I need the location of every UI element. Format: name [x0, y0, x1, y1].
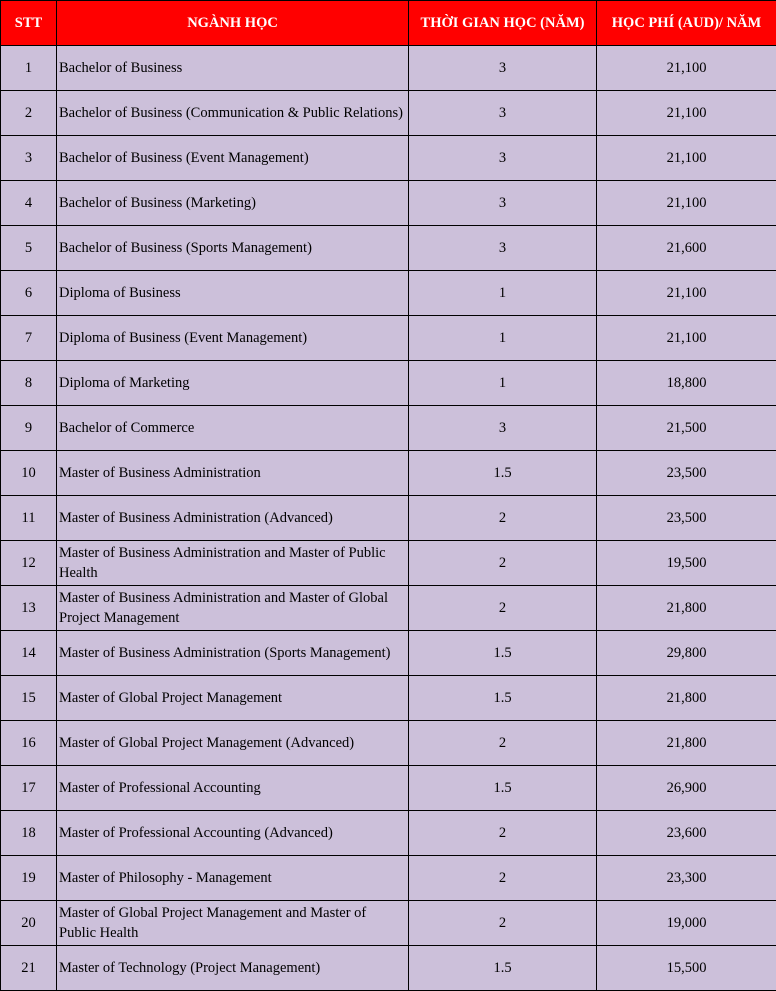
- table-row: [1, 451, 776, 496]
- cell-fee: 26,900: [597, 766, 776, 811]
- cell-duration: 3: [409, 91, 597, 136]
- cell-duration: 1.5: [409, 631, 597, 676]
- header-fee: HỌC PHÍ (AUD)/ NĂM: [597, 1, 776, 46]
- cell-fee: 21,100: [597, 271, 776, 316]
- table-row: [1, 586, 776, 631]
- cell-fee: 21,500: [597, 406, 776, 451]
- header-program: NGÀNH HỌC: [57, 1, 409, 46]
- cell-fee: 21,100: [597, 46, 776, 91]
- cell-duration: 2: [409, 541, 597, 586]
- cell-fee: 21,100: [597, 91, 776, 136]
- cell-fee: 15,500: [597, 946, 776, 991]
- cell-duration: 3: [409, 46, 597, 91]
- cell-stt: 16: [1, 721, 57, 766]
- cell-fee: 23,600: [597, 811, 776, 856]
- table-row: [1, 316, 776, 361]
- cell-duration: 1.5: [409, 676, 597, 721]
- table-row: [1, 766, 776, 811]
- cell-stt: 21: [1, 946, 57, 991]
- table-header: [1, 1, 776, 46]
- cell-fee: 21,800: [597, 676, 776, 721]
- cell-stt: 5: [1, 226, 57, 271]
- table-row: [1, 541, 776, 586]
- table-row: [1, 496, 776, 541]
- cell-duration: 2: [409, 901, 597, 946]
- cell-stt: 20: [1, 901, 57, 946]
- cell-fee: 19,500: [597, 541, 776, 586]
- cell-fee: 21,100: [597, 181, 776, 226]
- cell-duration: 1: [409, 271, 597, 316]
- table-row: [1, 721, 776, 766]
- cell-duration: 1: [409, 316, 597, 361]
- cell-fee: 21,100: [597, 316, 776, 361]
- cell-program: Bachelor of Business (Sports Management): [57, 226, 409, 271]
- cell-duration: 1.5: [409, 766, 597, 811]
- cell-program: Bachelor of Business: [57, 46, 409, 91]
- cell-fee: 19,000: [597, 901, 776, 946]
- table-row: [1, 406, 776, 451]
- cell-fee: 21,600: [597, 226, 776, 271]
- cell-program: Master of Business Administration: [57, 451, 409, 496]
- cell-fee: 23,500: [597, 451, 776, 496]
- cell-stt: 3: [1, 136, 57, 181]
- header-row: [1, 1, 776, 46]
- cell-program: Master of Technology (Project Management): [57, 946, 409, 991]
- cell-program: Master of Global Project Management: [57, 676, 409, 721]
- cell-duration: 3: [409, 406, 597, 451]
- cell-duration: 3: [409, 136, 597, 181]
- cell-duration: 1.5: [409, 946, 597, 991]
- cell-stt: 19: [1, 856, 57, 901]
- header-stt: STT: [1, 1, 57, 46]
- cell-duration: 1.5: [409, 451, 597, 496]
- cell-stt: 18: [1, 811, 57, 856]
- table-row: [1, 181, 776, 226]
- cell-duration: 3: [409, 181, 597, 226]
- cell-stt: 10: [1, 451, 57, 496]
- cell-stt: 2: [1, 91, 57, 136]
- table-row: [1, 46, 776, 91]
- cell-program: Bachelor of Business (Communication & Public Relations): [57, 91, 409, 136]
- cell-program: Master of Professional Accounting: [57, 766, 409, 811]
- table-row: [1, 226, 776, 271]
- cell-stt: 9: [1, 406, 57, 451]
- cell-program: Master of Professional Accounting (Advanced): [57, 811, 409, 856]
- cell-fee: 21,100: [597, 136, 776, 181]
- table-row: [1, 361, 776, 406]
- cell-duration: 3: [409, 226, 597, 271]
- table-row: [1, 811, 776, 856]
- cell-duration: 2: [409, 496, 597, 541]
- cell-stt: 11: [1, 496, 57, 541]
- cell-program: Master of Global Project Management (Advanced): [57, 721, 409, 766]
- cell-program: Bachelor of Business (Marketing): [57, 181, 409, 226]
- table-row: [1, 91, 776, 136]
- cell-duration: 2: [409, 721, 597, 766]
- cell-program: Master of Global Project Management and Master of Public Health: [57, 901, 409, 946]
- cell-fee: 23,300: [597, 856, 776, 901]
- cell-program: Master of Philosophy - Management: [57, 856, 409, 901]
- cell-stt: 8: [1, 361, 57, 406]
- cell-fee: 21,800: [597, 721, 776, 766]
- table-row: [1, 631, 776, 676]
- cell-program: Master of Business Administration and Master of Public Health: [57, 541, 409, 586]
- cell-stt: 6: [1, 271, 57, 316]
- cell-program: Diploma of Business (Event Management): [57, 316, 409, 361]
- cell-program: Master of Business Administration (Sports Management): [57, 631, 409, 676]
- table-row: [1, 901, 776, 946]
- cell-fee: 29,800: [597, 631, 776, 676]
- table-row: [1, 271, 776, 316]
- cell-duration: 2: [409, 856, 597, 901]
- table-row: [1, 136, 776, 181]
- cell-duration: 1: [409, 361, 597, 406]
- table-row: [1, 856, 776, 901]
- cell-program: Diploma of Marketing: [57, 361, 409, 406]
- cell-stt: 12: [1, 541, 57, 586]
- cell-stt: 15: [1, 676, 57, 721]
- cell-stt: 1: [1, 46, 57, 91]
- cell-stt: 4: [1, 181, 57, 226]
- header-duration: THỜI GIAN HỌC (NĂM): [409, 1, 597, 46]
- cell-stt: 14: [1, 631, 57, 676]
- cell-program: Bachelor of Business (Event Management): [57, 136, 409, 181]
- cell-duration: 2: [409, 586, 597, 631]
- cell-program: Diploma of Business: [57, 271, 409, 316]
- cell-program: Master of Business Administration and Master of Global Project Management: [57, 586, 409, 631]
- cell-fee: 23,500: [597, 496, 776, 541]
- cell-stt: 17: [1, 766, 57, 811]
- cell-fee: 21,800: [597, 586, 776, 631]
- cell-fee: 18,800: [597, 361, 776, 406]
- table-row: [1, 946, 776, 991]
- table-row: [1, 676, 776, 721]
- cell-stt: 13: [1, 586, 57, 631]
- table-body: [1, 46, 776, 991]
- cell-duration: 2: [409, 811, 597, 856]
- cell-program: Master of Business Administration (Advanced): [57, 496, 409, 541]
- cell-program: Bachelor of Commerce: [57, 406, 409, 451]
- cell-stt: 7: [1, 316, 57, 361]
